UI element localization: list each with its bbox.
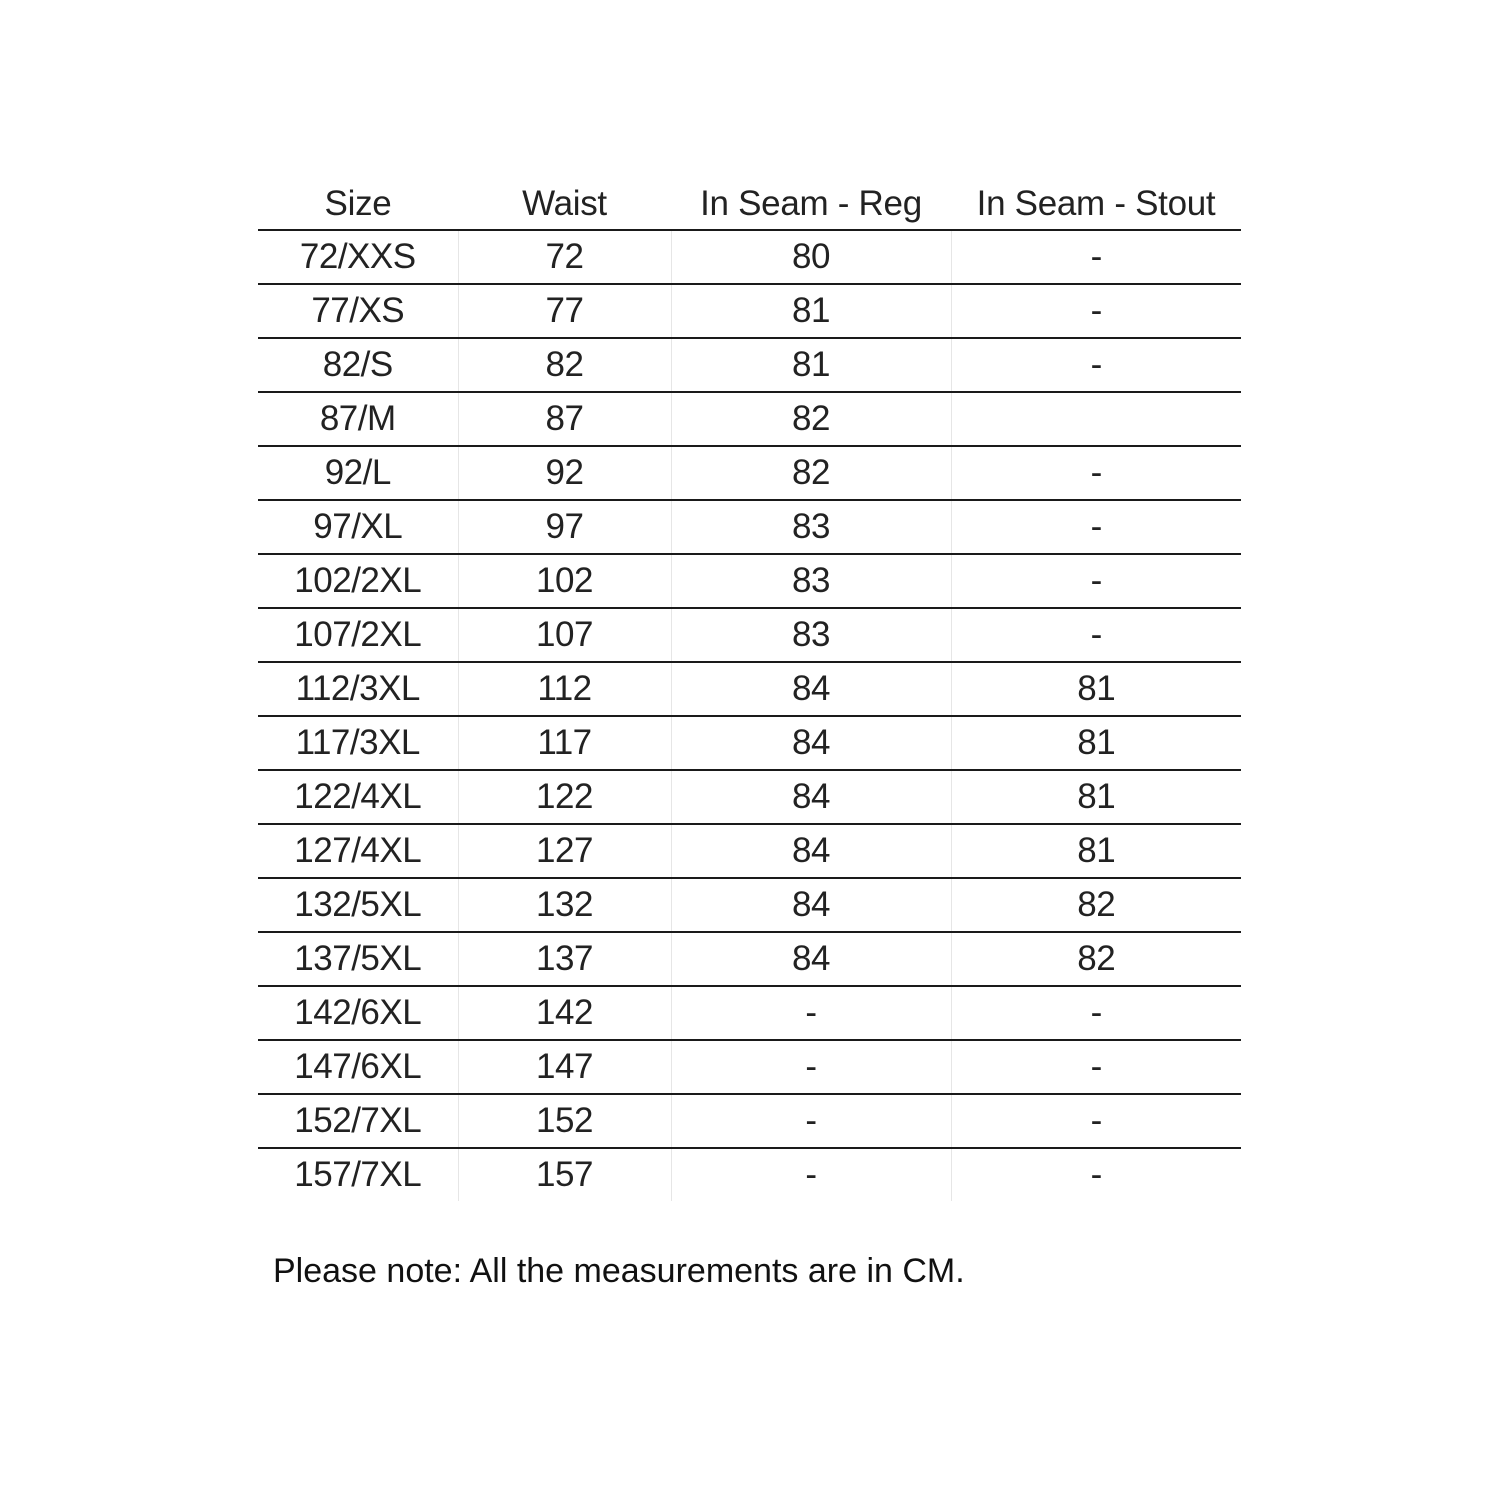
cell-inseam-stout: - (951, 500, 1241, 554)
cell-size: 87/M (258, 392, 458, 446)
cell-size: 92/L (258, 446, 458, 500)
table-row (258, 554, 1241, 608)
table-row (258, 878, 1241, 932)
cell-inseam-stout: - (951, 1040, 1241, 1094)
table-row (258, 716, 1241, 770)
cell-inseam-reg: 84 (671, 824, 951, 878)
cell-inseam-reg: - (671, 1040, 951, 1094)
cell-waist: 92 (458, 446, 671, 500)
cell-inseam-stout: - (951, 338, 1241, 392)
table-row (258, 392, 1241, 446)
table-row (258, 446, 1241, 500)
table-row (258, 1040, 1241, 1094)
cell-waist: 147 (458, 1040, 671, 1094)
table-row (258, 230, 1241, 284)
cell-size: 137/5XL (258, 932, 458, 986)
cell-size: 97/XL (258, 500, 458, 554)
cell-inseam-stout: - (951, 554, 1241, 608)
cell-inseam-stout: - (951, 1094, 1241, 1148)
size-chart (258, 178, 1241, 1201)
cell-size: 127/4XL (258, 824, 458, 878)
header-waist: Waist (458, 178, 671, 230)
cell-inseam-stout: 82 (951, 932, 1241, 986)
cell-inseam-reg: - (671, 1148, 951, 1201)
cell-waist: 77 (458, 284, 671, 338)
header-inseam-reg: In Seam - Reg (671, 178, 951, 230)
table-row (258, 338, 1241, 392)
cell-waist: 112 (458, 662, 671, 716)
cell-inseam-reg: 83 (671, 500, 951, 554)
cell-size: 102/2XL (258, 554, 458, 608)
cell-inseam-reg: 84 (671, 878, 951, 932)
cell-inseam-reg: 83 (671, 608, 951, 662)
cell-inseam-reg: 80 (671, 230, 951, 284)
cell-size: 147/6XL (258, 1040, 458, 1094)
measurement-note: Please note: All the measurements are in CM. (273, 1252, 965, 1290)
cell-inseam-stout: - (951, 230, 1241, 284)
cell-size: 112/3XL (258, 662, 458, 716)
cell-waist: 137 (458, 932, 671, 986)
cell-inseam-reg: 83 (671, 554, 951, 608)
header-row (258, 178, 1241, 230)
cell-size: 132/5XL (258, 878, 458, 932)
cell-size: 82/S (258, 338, 458, 392)
cell-inseam-stout: 81 (951, 824, 1241, 878)
cell-inseam-reg: 84 (671, 770, 951, 824)
table-row (258, 284, 1241, 338)
cell-inseam-stout: - (951, 446, 1241, 500)
cell-waist: 122 (458, 770, 671, 824)
header-inseam-stout: In Seam - Stout (951, 178, 1241, 230)
table-row (258, 1094, 1241, 1148)
table-row (258, 770, 1241, 824)
cell-waist: 82 (458, 338, 671, 392)
cell-waist: 117 (458, 716, 671, 770)
cell-waist: 87 (458, 392, 671, 446)
cell-waist: 142 (458, 986, 671, 1040)
cell-size: 157/7XL (294, 1155, 422, 1194)
cell-inseam-reg: 84 (671, 662, 951, 716)
table-row (258, 932, 1241, 986)
cell-inseam-reg: 82 (671, 392, 951, 446)
cell-inseam-stout (951, 392, 1241, 446)
cell-size: 117/3XL (258, 716, 458, 770)
cell-waist: 132 (458, 878, 671, 932)
cell-size: 77/XS (258, 284, 458, 338)
cell-inseam-stout: - (951, 1148, 1241, 1201)
table-row (258, 1148, 1241, 1201)
table-row (258, 662, 1241, 716)
table-body (258, 230, 1241, 1201)
cell-waist: 107 (458, 608, 671, 662)
cell-inseam-reg: - (671, 986, 951, 1040)
cell-inseam-reg: 81 (671, 338, 951, 392)
cell-inseam-reg: 82 (671, 446, 951, 500)
cell-size: 142/6XL (258, 986, 458, 1040)
cell-inseam-stout: - (951, 284, 1241, 338)
cell-inseam-stout: 81 (951, 716, 1241, 770)
cell-waist: 102 (458, 554, 671, 608)
cell-size: 72/XXS (258, 230, 458, 284)
header-size: Size (258, 178, 458, 230)
cell-waist: 152 (458, 1094, 671, 1148)
cell-waist: 157 (458, 1148, 671, 1201)
table-row (258, 500, 1241, 554)
cell-waist: 72 (458, 230, 671, 284)
size-table (258, 178, 1241, 1201)
cell-size: 152/7XL (258, 1094, 458, 1148)
cell-waist: 127 (458, 824, 671, 878)
cell-inseam-stout: - (951, 986, 1241, 1040)
cell-inseam-reg: 84 (671, 716, 951, 770)
cell-size: 122/4XL (258, 770, 458, 824)
cell-inseam-stout: 82 (951, 878, 1241, 932)
cell-inseam-stout: - (951, 608, 1241, 662)
cell-inseam-reg: 81 (671, 284, 951, 338)
cell-inseam-reg: - (671, 1094, 951, 1148)
cell-size: 107/2XL (258, 608, 458, 662)
table-row (258, 986, 1241, 1040)
table-row (258, 608, 1241, 662)
cell-inseam-stout: 81 (951, 662, 1241, 716)
table-row (258, 824, 1241, 878)
cell-inseam-stout: 81 (951, 770, 1241, 824)
cell-waist: 97 (458, 500, 671, 554)
cell-inseam-reg: 84 (671, 932, 951, 986)
